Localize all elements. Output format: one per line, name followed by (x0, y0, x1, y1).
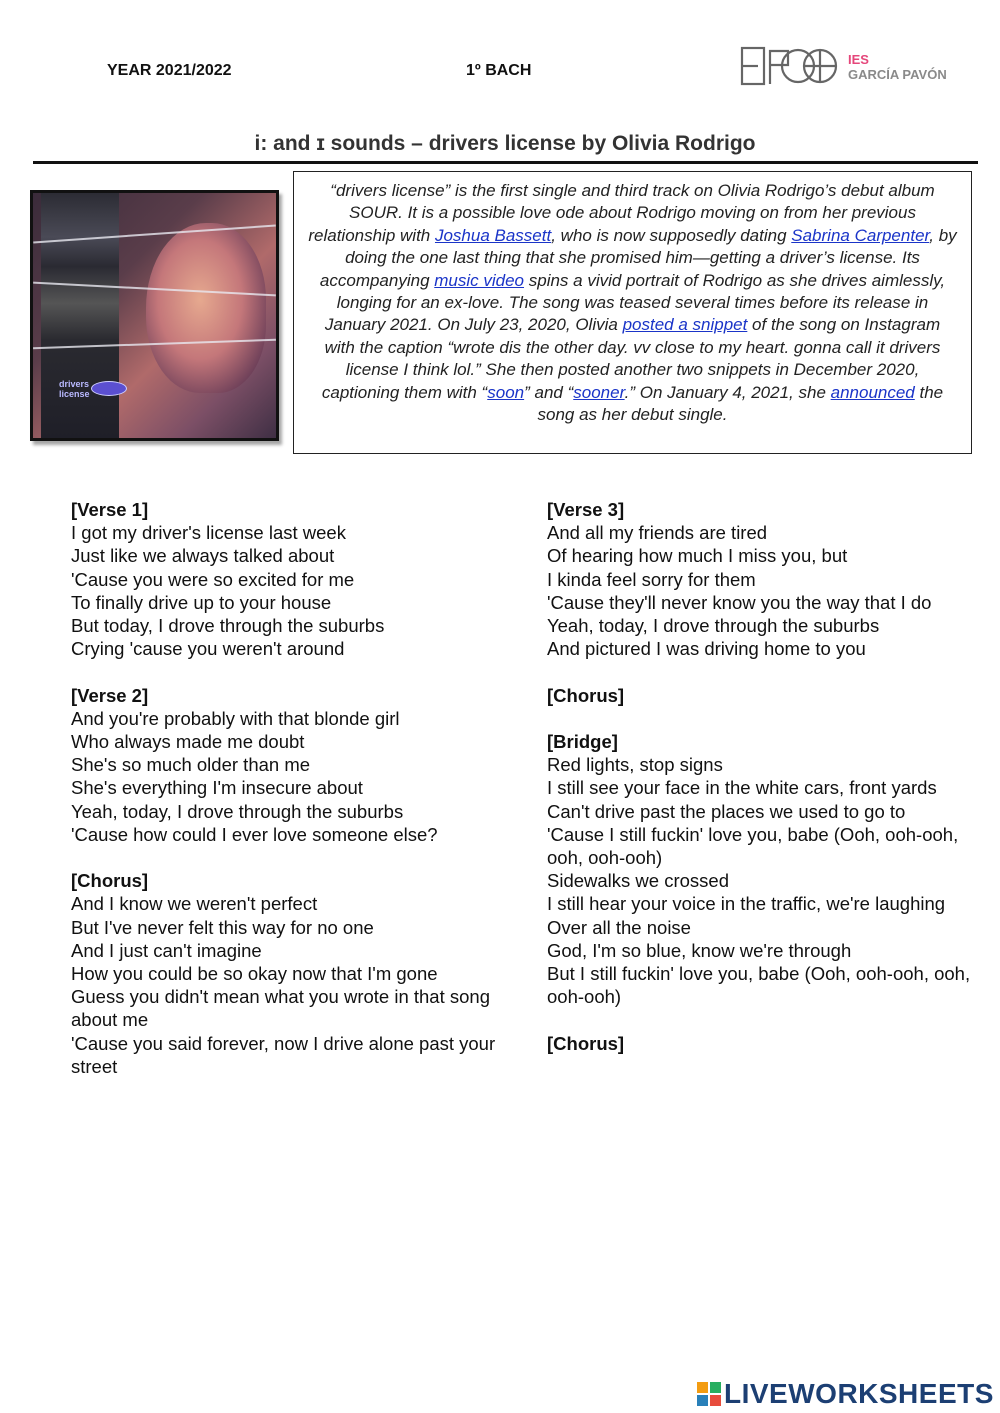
lyric-line: Just like we always talked about (71, 545, 335, 567)
lyrics-section (547, 730, 987, 1008)
album-cover-badge (91, 381, 127, 396)
lyric-line: I got my driver's license last week (71, 522, 346, 544)
lyric-line: How you could be so okay now that I'm gone (71, 963, 438, 985)
school-name: GARCÍA PAVÓN (848, 67, 947, 82)
link-joshua-bassett[interactable]: Joshua Bassett (434, 225, 552, 245)
school-prefix: IES (848, 52, 869, 67)
lyrics-column-right (547, 498, 987, 1078)
album-cover-label: drivers license (59, 379, 90, 399)
lyric-line: To finally drive up to your house (71, 591, 332, 613)
section-heading: [Verse 3] (547, 499, 625, 520)
lyric-line: She's everything I'm insecure about (71, 777, 363, 799)
lyrics-section (71, 498, 511, 660)
liveworksheets-logo (697, 1377, 994, 1411)
lyrics-section (71, 869, 511, 1078)
school-emblem-icon (740, 43, 840, 89)
lyric-line: But today, I drove through the suburbs (71, 615, 385, 637)
lyric-line: And I just can't imagine (71, 939, 262, 961)
lyric-line: And you're probably with that blonde girl (71, 707, 400, 729)
section-heading: [Verse 1] (71, 499, 149, 520)
link-sabrina-carpenter[interactable]: Sabrina Carpenter (791, 225, 930, 245)
lyric-line: I still hear your voice in the traffic, we're laughing (547, 893, 946, 915)
lyric-line: She's so much older than me (71, 754, 311, 776)
liveworksheets-icon (697, 1382, 721, 1406)
lyric-line: Of hearing how much I miss you, but (547, 545, 848, 567)
lyrics-section (547, 1032, 987, 1055)
album-cover-image (30, 190, 279, 441)
lyric-line: Red lights, stop signs (547, 754, 723, 776)
section-heading: [Chorus] (71, 870, 149, 892)
lyrics-section (547, 498, 987, 660)
liveworksheets-wordmark: LIVEWORKSHEETS (724, 1378, 994, 1409)
lyric-line: And I know we weren't perfect (71, 893, 318, 915)
lyrics-column-left (71, 498, 511, 1101)
lyric-line: And pictured I was driving home to you (547, 638, 866, 660)
title-divider (33, 161, 978, 164)
lyric-line: Who always made me doubt (71, 731, 305, 753)
song-intro-box: “drivers license” is the first single and third track on Olivia Rodrigo’s debut album SOUR. It is a possible love ode about Rodrigo moving on from her previous relationship with Joshua Bassett, who is now supposedly dating Sabrina Carpenter, by doing the one last thing that she promised him—getting a driver’s license. Its accompanying music video spins a vivid portrait of Rodrigo as she drives aimlessly, longing for an ex-love. The song was teased several times before its release in January 2021. On July 23, 2020, Olivia posted a snippet of the song on Instagram with the caption “wrote dis the other day. vv close to my heart. gonna call it drivers license I think lol.” She then posted another two snippets in December 2020, captioning them with “soon” and “sooner.” On January 4, 2021, she announced the song as her debut single. (293, 171, 972, 454)
lyric-line: Over all the noise (547, 916, 691, 938)
lyric-line: Crying 'cause you weren't around (71, 638, 345, 660)
section-heading: [Bridge] (547, 731, 618, 752)
section-heading: [Verse 2] (71, 684, 149, 706)
page-title: i: and ɪ sounds – drivers license by Olivia Rodrigo (254, 132, 756, 155)
link-sooner[interactable]: sooner (573, 382, 625, 402)
lyric-line: Yeah, today, I drove through the suburbs (71, 800, 404, 822)
lyric-line: Yeah, today, I drove through the suburbs (547, 615, 880, 637)
lyric-line: 'Cause they'll never know you the way that I do (547, 591, 932, 613)
lyrics-section (547, 684, 987, 707)
lyric-line: 'Cause I still fuckin' love you, babe (Ooh, ooh-ooh, ooh, ooh-ooh) (547, 823, 959, 869)
school-year: YEAR 2021/2022 (107, 62, 232, 79)
lyric-line: Guess you didn't mean what you wrote in that song about me (71, 986, 490, 1031)
section-heading: [Chorus] (547, 1032, 625, 1054)
lyric-line: I kinda feel sorry for them (547, 568, 756, 590)
lyric-line: Can't drive past the places we used to go to (547, 800, 906, 822)
lyric-line: 'Cause how could I ever love someone else? (71, 823, 438, 845)
lyric-line: Sidewalks we crossed (547, 870, 729, 892)
link-soon[interactable]: soon (487, 382, 525, 402)
lyric-line: I still see your face in the white cars, front yards (547, 777, 937, 799)
link-announced[interactable]: announced (830, 382, 915, 402)
link-posted-a-snippet[interactable]: posted a snippet (622, 315, 748, 335)
lyric-line: 'Cause you said forever, now I drive alone past your street (71, 1032, 496, 1077)
link-music-video[interactable]: music video (434, 270, 525, 290)
school-logo (740, 43, 955, 89)
lyric-line: But I've never felt this way for no one (71, 916, 374, 938)
lyrics-section (71, 684, 511, 846)
lyric-line: 'Cause you were so excited for me (71, 568, 355, 590)
lyric-line: But I still fuckin' love you, babe (Ooh, ooh-ooh, ooh, ooh-ooh) (547, 963, 971, 1008)
lyric-line: And all my friends are tired (547, 522, 768, 544)
course-level: 1º BACH (466, 62, 532, 79)
lyric-line: God, I'm so blue, know we're through (547, 939, 852, 961)
section-heading: [Chorus] (547, 684, 625, 706)
